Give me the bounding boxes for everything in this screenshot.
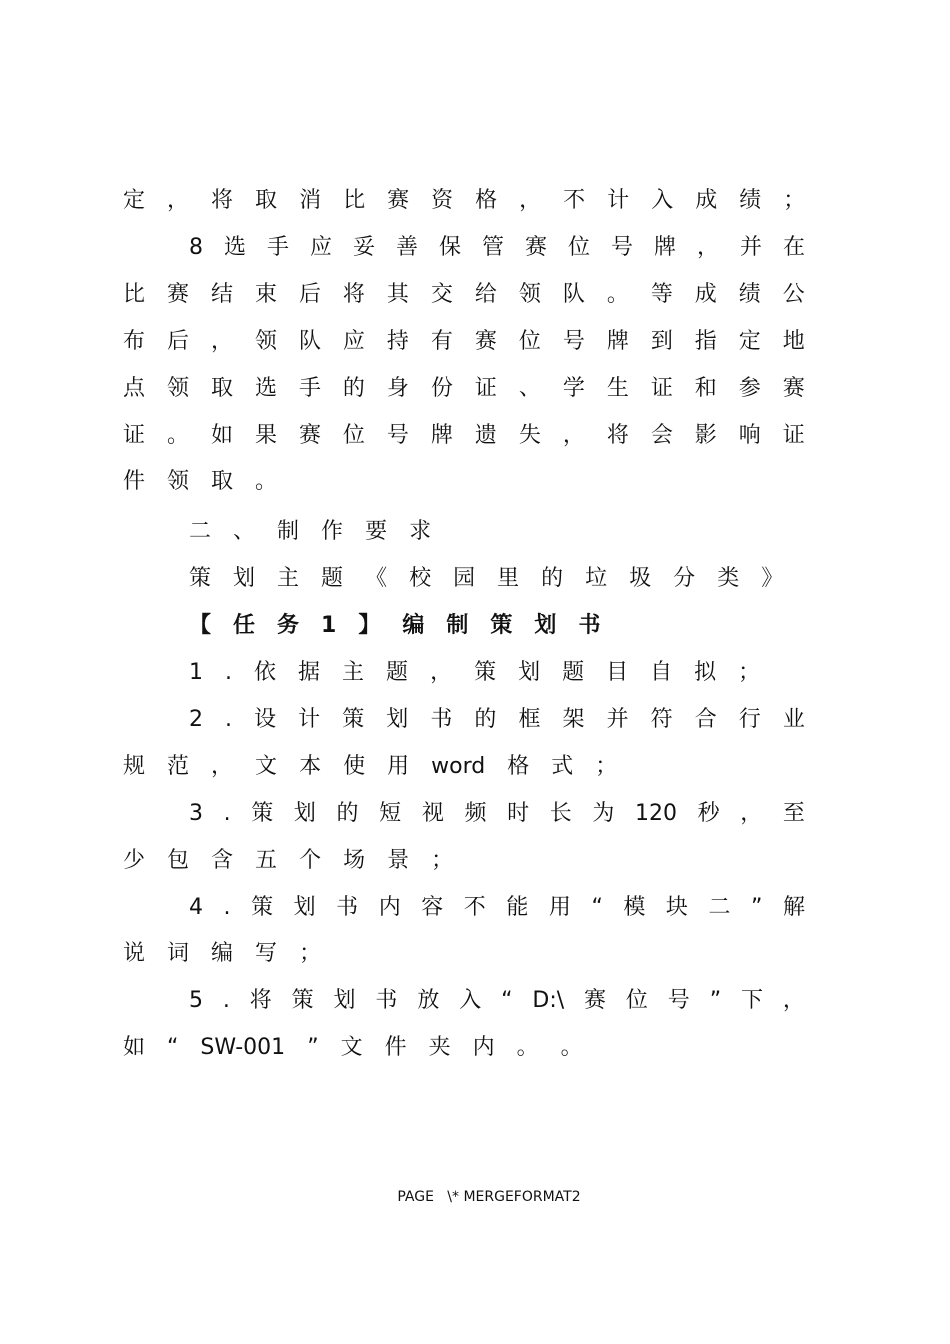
text-line: 2 . 设 计 策 划 书 的 框 架 并 符 合 行 业 — [189, 706, 805, 732]
page-footer: PAGE \* MERGEFORMAT2 — [397, 1189, 581, 1205]
text-line: 【 任 务 1 】 编 制 策 划 书 — [189, 613, 601, 639]
text-line: 规 范 ， 文 本 使 用 word 格 式 ； — [123, 753, 618, 779]
text-line: 3 . 策 划 的 短 视 频 时 长 为 120 秒 ， 至 — [189, 800, 805, 826]
text-line: 如 “ SW-001 ” 文 件 夹 内 。 。 — [123, 1035, 583, 1061]
text-line: 1 . 依 据 主 题 ， 策 划 题 目 自 拟 ； — [189, 660, 761, 685]
text-line: 4 . 策 划 书 内 容 不 能 用 “ 模 块 二 ” 解 — [189, 894, 805, 920]
text-line: 二 、 制 作 要 求 — [189, 519, 432, 545]
text-line: 5 . 将 策 划 书 放 入 “ D:\ 赛 位 号 ” 下 ， — [189, 988, 805, 1014]
text-line: 少 包 含 五 个 场 景 ； — [123, 847, 454, 873]
text-line: 定 ， 将 取 消 比 赛 资 格 ， 不 计 入 成 绩 ； — [123, 188, 806, 213]
text-line: 件 领 取 。 — [123, 469, 278, 495]
text-line: 点 领 取 选 手 的 身 份 证 、 学 生 证 和 参 赛 — [123, 375, 805, 401]
text-line: 证 。 如 果 赛 位 号 牌 遗 失 ， 将 会 影 响 证 — [123, 422, 805, 448]
text-line: 策 划 主 题 《 校 园 里 的 垃 圾 分 类 》 — [189, 566, 784, 592]
text-line: 比 赛 结 束 后 将 其 交 给 领 队 。 等 成 绩 公 — [123, 281, 805, 307]
text-line: 8 选 手 应 妥 善 保 管 赛 位 号 牌 ， 并 在 — [189, 234, 805, 260]
text-line: 布 后 ， 领 队 应 持 有 赛 位 号 牌 到 指 定 地 — [123, 328, 805, 354]
text-line: 说 词 编 写 ； — [123, 941, 322, 967]
